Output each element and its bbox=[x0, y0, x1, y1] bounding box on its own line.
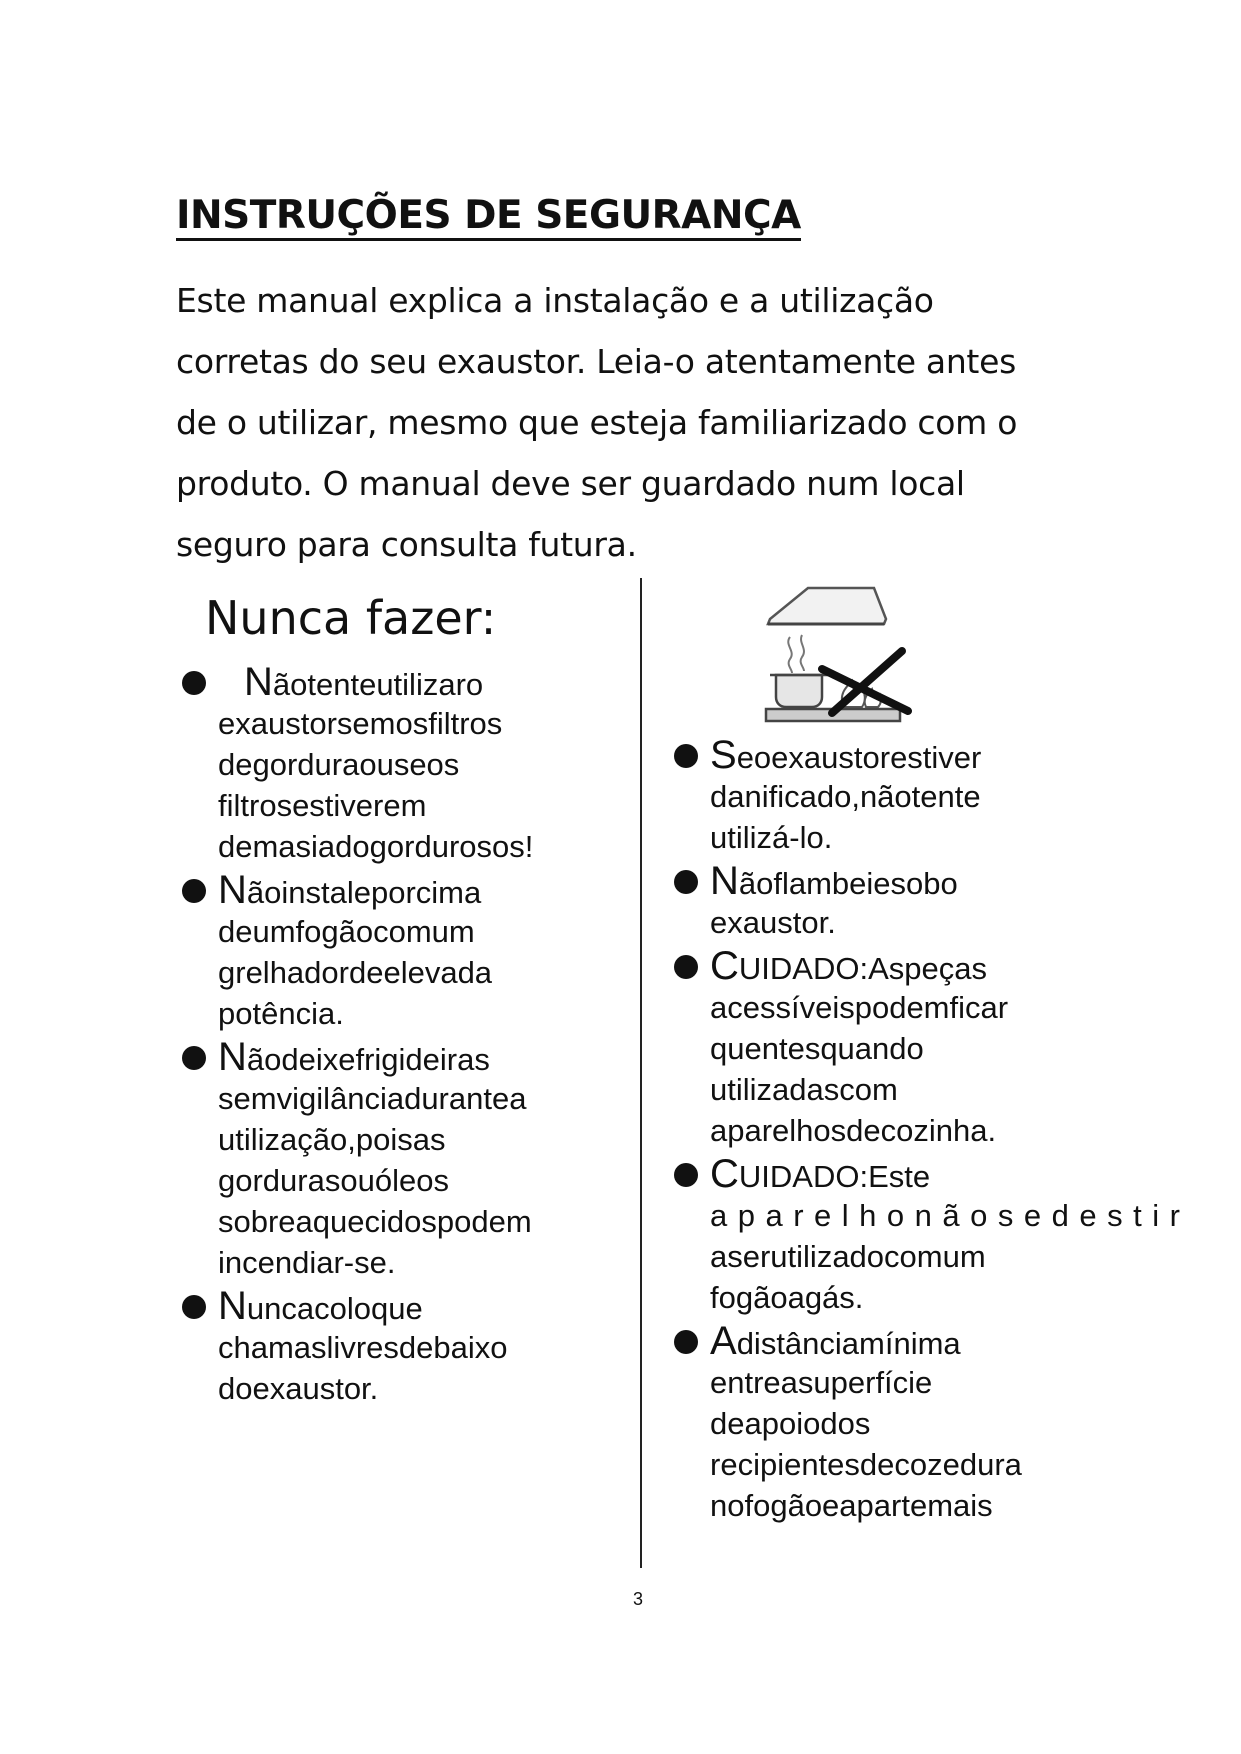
item-initial: S bbox=[710, 733, 737, 777]
item-line: filtrosestiverem bbox=[218, 788, 427, 823]
list-item bbox=[670, 1154, 1230, 1318]
intro-line: de o utilizar, mesmo que esteja familiarizado com o bbox=[176, 403, 1018, 442]
item-first-text: UIDADO:Aspeças bbox=[738, 951, 987, 986]
item-first-text: ãoflambeiesobo bbox=[738, 866, 958, 901]
bullet-icon bbox=[674, 1163, 698, 1187]
item-first-text: ãodeixefrigideiras bbox=[246, 1042, 490, 1077]
item-first-line bbox=[218, 1037, 628, 1078]
item-initial: N bbox=[218, 1035, 247, 1079]
page-title: INSTRUÇÕES DE SEGURANÇA bbox=[176, 196, 801, 241]
bullet-icon bbox=[182, 1046, 206, 1070]
item-line: grelhadordeelevada bbox=[218, 955, 493, 990]
intro-line: produto. O manual deve ser guardado num local bbox=[176, 464, 965, 503]
item-first-line bbox=[218, 662, 628, 703]
item-line: incendiar-se. bbox=[218, 1245, 396, 1280]
item-line-spaced: aparelhonãosedestir bbox=[710, 1198, 1191, 1233]
item-line: deumfogãocomum bbox=[218, 914, 475, 949]
item-line: deapoiodos bbox=[710, 1406, 871, 1441]
item-line: exaustor. bbox=[710, 905, 836, 940]
item-line: quentesquando bbox=[710, 1031, 924, 1066]
bullet-icon bbox=[182, 879, 206, 903]
intro-line: Este manual explica a instalação e a utilização bbox=[176, 281, 934, 320]
item-line: doexaustor. bbox=[218, 1371, 379, 1406]
item-line: semvigilânciadurantea bbox=[218, 1081, 527, 1116]
item-line: acessíveispodemficar bbox=[710, 990, 1009, 1025]
item-first-line bbox=[218, 1286, 628, 1327]
item-line: sobreaquecidospodem bbox=[218, 1204, 532, 1239]
left-warning-list bbox=[178, 662, 628, 1412]
item-initial: N bbox=[710, 859, 739, 903]
item-line: aparelhosdecozinha. bbox=[710, 1113, 997, 1148]
list-item bbox=[178, 1037, 628, 1283]
item-first-text: distânciamínima bbox=[736, 1326, 961, 1361]
intro-line: seguro para consulta futura. bbox=[176, 525, 637, 564]
item-line: utilizadascom bbox=[710, 1072, 898, 1107]
bullet-icon bbox=[674, 955, 698, 979]
item-line: nofogãoeapartemais bbox=[710, 1488, 993, 1523]
item-line: degorduraouseos bbox=[218, 747, 460, 782]
item-line: fogãoagás. bbox=[710, 1280, 864, 1315]
list-item bbox=[178, 662, 628, 867]
item-line: potência. bbox=[218, 996, 344, 1031]
list-item bbox=[670, 861, 1230, 943]
list-item bbox=[178, 870, 628, 1034]
item-line: utilização,poisas bbox=[218, 1122, 446, 1157]
item-line: recipientesdecozedura bbox=[710, 1447, 1022, 1482]
item-line: gordurasouóleos bbox=[218, 1163, 449, 1198]
item-first-line bbox=[710, 946, 1230, 987]
item-initial: C bbox=[710, 1152, 739, 1196]
hood-canopy-icon bbox=[768, 588, 886, 624]
bullet-icon bbox=[182, 1295, 206, 1319]
item-line: demasiadogordurosos! bbox=[218, 829, 534, 864]
item-initial: N bbox=[218, 1284, 247, 1328]
bullet-icon bbox=[674, 870, 698, 894]
item-line: entreasuperfície bbox=[710, 1365, 933, 1400]
item-first-text: ãoinstaleporcima bbox=[246, 875, 482, 910]
item-first-line bbox=[710, 861, 1230, 902]
bullet-icon bbox=[674, 744, 698, 768]
item-line: utilizá-lo. bbox=[710, 820, 833, 855]
list-item bbox=[670, 735, 1230, 858]
bullet-icon bbox=[674, 1330, 698, 1354]
pot-icon bbox=[776, 675, 822, 707]
list-item bbox=[178, 1286, 628, 1409]
list-item bbox=[670, 1321, 1230, 1526]
intro-line: corretas do seu exaustor. Leia-o atentamente antes bbox=[176, 342, 1016, 381]
item-first-text: UIDADO:Este bbox=[738, 1159, 931, 1194]
item-initial: C bbox=[710, 944, 739, 988]
item-line: aserutilizadocomum bbox=[710, 1239, 986, 1274]
right-warning-list bbox=[670, 735, 1230, 1529]
section-heading: Nunca fazer: bbox=[205, 591, 497, 645]
bullet-icon bbox=[182, 671, 206, 695]
page-number: 3 bbox=[633, 1589, 644, 1609]
item-first-line bbox=[710, 1321, 1230, 1362]
hood-no-flambe-illustration bbox=[762, 585, 920, 728]
item-first-line bbox=[710, 1154, 1230, 1195]
column-divider bbox=[640, 578, 642, 1568]
item-initial: N bbox=[218, 868, 247, 912]
list-item bbox=[670, 946, 1230, 1151]
item-line: exaustorsemosfiltros bbox=[218, 706, 503, 741]
item-line: chamaslivresdebaixo bbox=[218, 1330, 508, 1365]
item-first-text: uncacoloque bbox=[246, 1291, 423, 1326]
item-first-text: eoexaustorestiver bbox=[736, 740, 982, 775]
item-first-text: ãotenteutilizaro bbox=[272, 667, 484, 702]
item-first-line bbox=[710, 735, 1230, 776]
item-initial: A bbox=[710, 1319, 737, 1363]
item-line: danificado,nãotente bbox=[710, 779, 981, 814]
steam-icon bbox=[788, 637, 792, 673]
intro-paragraph bbox=[176, 270, 1096, 575]
item-first-line bbox=[218, 870, 628, 911]
item-initial: N bbox=[244, 660, 273, 704]
